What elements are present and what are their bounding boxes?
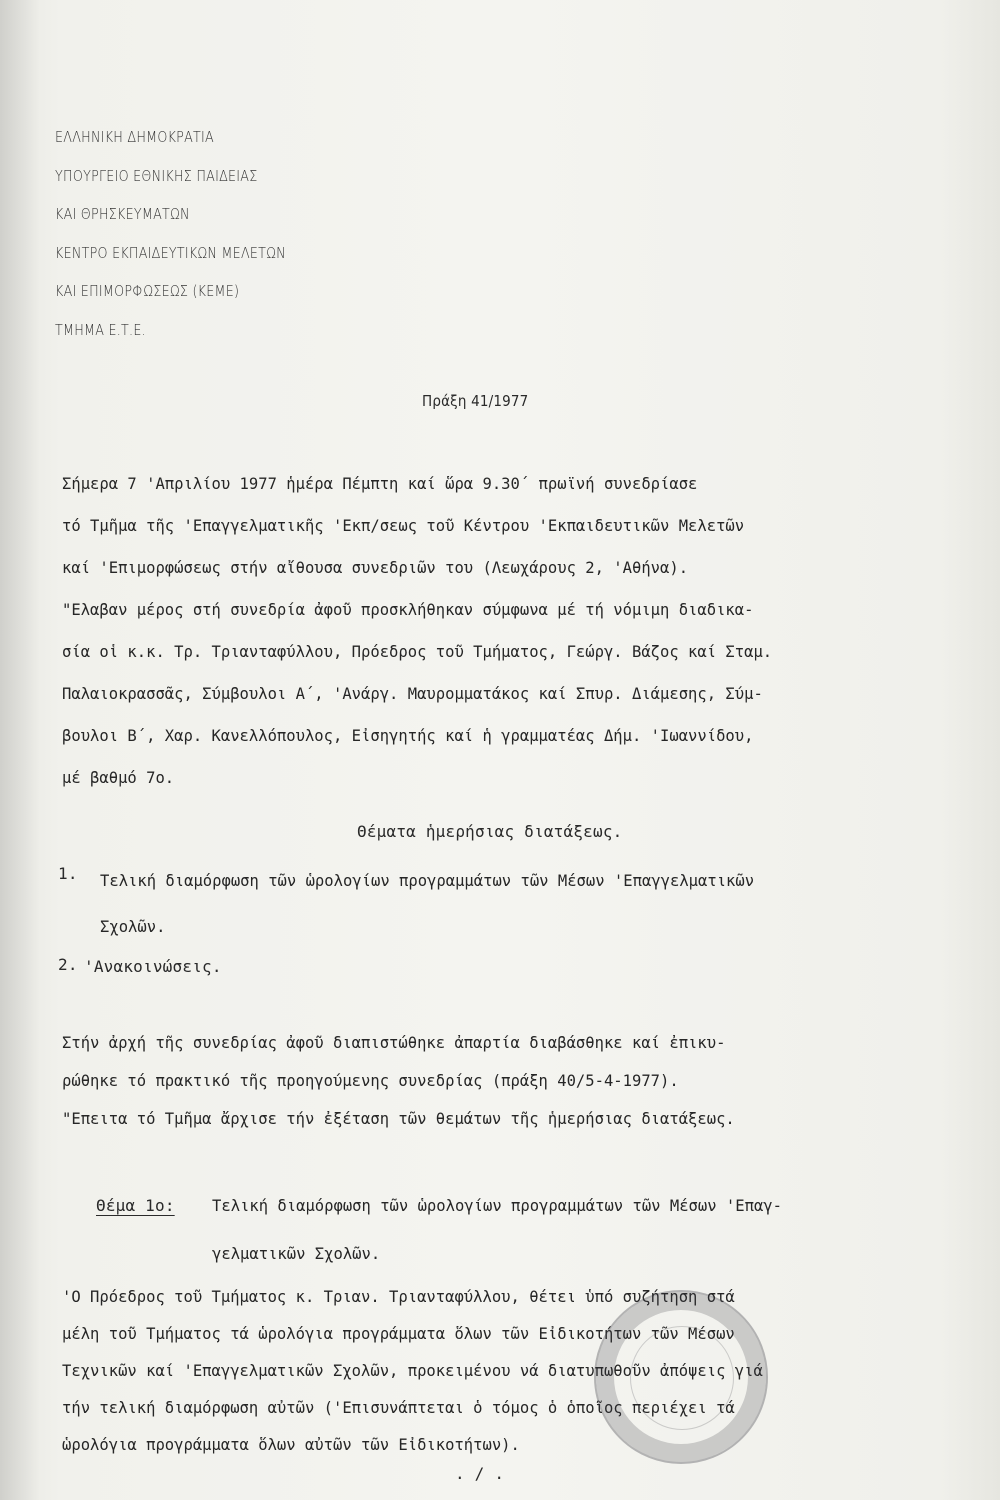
- text-line: Στήν ἀρχή τῆς συνεδρίας ἀφοῦ διαπιστώθηκε ἀπαρτία διαβάσθηκε καί ἐπικυ-: [62, 1033, 726, 1052]
- text-line: Σήμερα 7 'Απριλίου 1977 ἡμέρα Πέμπτη καί ὥρα 9.30΄ πρωϊνή συνεδρίασε: [62, 474, 698, 493]
- letterhead-line: ΤΜΗΜΑ Ε.Τ.Ε.: [55, 320, 146, 339]
- text-line: καί 'Επιμορφώσεως στήν αἴθουσα συνεδριῶν του (Λεωχάρους 2, 'Αθήνα).: [62, 558, 689, 577]
- agenda-heading: Θέματα ἡμερήσιας διατάξεως.: [357, 822, 623, 841]
- letterhead-line: ΚΕΝΤΡΟ ΕΚΠΑΙΔΕΥΤΙΚΩΝ ΜΕΛΕΤΩΝ: [55, 243, 286, 262]
- topic-title: [212, 1182, 782, 1278]
- letterhead-line: ΚΑΙ ΕΠΙΜΟΡΦΩΣΕΩΣ (ΚΕΜΕ): [55, 282, 240, 300]
- agenda-item-1: [100, 858, 754, 950]
- letterhead-line: ΥΠΟΥΡΓΕΙΟ ΕΘΝΙΚΗΣ ΠΑΙΔΕΙΑΣ: [55, 166, 258, 185]
- letterhead: [55, 118, 337, 349]
- text-line: βουλοι Β΄, Χαρ. Κανελλόπουλος, Εἰσηγητής καί ἡ γραμματέας Δήμ. 'Ιωαννίδου,: [62, 726, 754, 745]
- text-line: Παλαιοκρασσᾶς, Σύμβουλοι Α΄, 'Ανάργ. Μαυρομματάκος καί Σπυρ. Διάμεσης, Σύμ-: [62, 684, 763, 703]
- text-line: ρώθηκε τό πρακτικό τῆς προηγούμενης συνεδρίας (πράξη 40/5-4-1977).: [62, 1071, 679, 1090]
- text-line: Τεχνικῶν καί 'Επαγγελματικῶν Σχολῶν, προκειμένου νά διατυπωθοῦν ἀπόψεις γιά: [62, 1361, 763, 1380]
- text-line: μέλη τοῦ Τμήματος τά ὡρολόγια προγράμματα ὅλων τῶν Εἰδικοτήτων τῶν Μέσων: [62, 1324, 735, 1343]
- opening-paragraph: [62, 1024, 735, 1138]
- text-line: τό Τμῆμα τῆς 'Επαγγελματικῆς 'Εκπ/σεως τοῦ Κέντρου 'Εκπαιδευτικῶν Μελετῶν: [62, 516, 745, 535]
- stamp-inner-ring: [630, 1326, 734, 1430]
- document-title: Πράξη 41/1977: [422, 392, 529, 410]
- agenda-item-number: 1.: [58, 864, 78, 883]
- agenda-item-2: 'Ανακοινώσεις.: [84, 957, 222, 976]
- text-line: τήν τελική διαμόρφωση αὐτῶν ('Επισυνάπτεται ὁ τόμος ὁ ὁποῖος περιέχει τά: [62, 1398, 735, 1417]
- text-line: 'Ο Πρόεδρος τοῦ Τμήματος κ. Τριαν. Τριανταφύλλου, θέτει ὑπό συζήτηση στά: [62, 1287, 735, 1306]
- page-continuation-marker: . / .: [455, 1464, 505, 1483]
- letterhead-line: ΚΑΙ ΘΡΗΣΚΕΥΜΑΤΩΝ: [55, 205, 190, 223]
- intro-paragraph: [62, 463, 772, 799]
- text-line: γελματικῶν Σχολῶν.: [212, 1244, 381, 1263]
- official-stamp: [594, 1290, 768, 1464]
- text-line: "Ελαβαν μέρος στή συνεδρία ἀφοῦ προσκλήθηκαν σύμφωνα μέ τή νόμιμη διαδικα-: [62, 600, 754, 619]
- text-line: Σχολῶν.: [100, 917, 166, 936]
- text-line: σία οἱ κ.κ. Τρ. Τριανταφύλλου, Πρόεδρος τοῦ Τμήματος, Γεώργ. Βάζος καί Σταμ.: [62, 642, 773, 661]
- text-line: ὡρολόγια προγράμματα ὅλων αὐτῶν τῶν Εἰδικοτήτων).: [62, 1435, 520, 1454]
- text-line: Τελική διαμόρφωση τῶν ὡρολογίων προγραμμάτων τῶν Μέσων 'Επαγ-: [212, 1196, 782, 1215]
- scan-shadow: [0, 0, 40, 1500]
- letterhead-line: ΕΛΛΗΝΙΚΗ ΔΗΜΟΚΡΑΤΙΑ: [55, 128, 214, 146]
- text-line: "Επειτα τό Τμῆμα ἄρχισε τήν ἐξέταση τῶν θεμάτων τῆς ἡμερήσιας διατάξεως.: [62, 1109, 735, 1128]
- agenda-item-number: 2.: [58, 955, 78, 974]
- text-line: μέ βαθμό 7ο.: [62, 768, 175, 787]
- topic-label: Θέμα 1ο:: [96, 1196, 175, 1215]
- text-line: Τελική διαμόρφωση τῶν ὡρολογίων προγραμμάτων τῶν Μέσων 'Επαγγελματικῶν: [100, 871, 755, 890]
